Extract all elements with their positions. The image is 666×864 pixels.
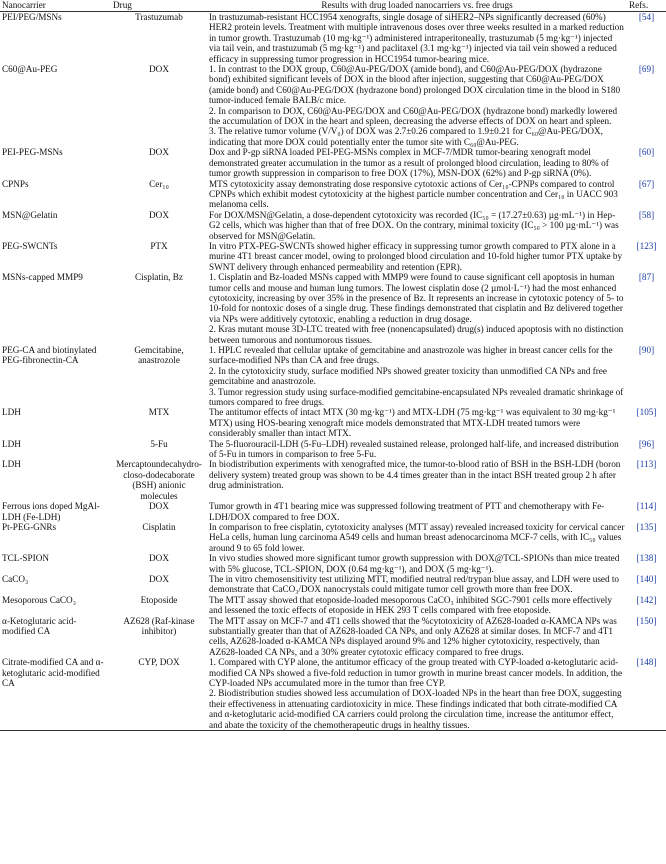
results-cell <box>207 407 627 438</box>
table-row <box>0 407 666 438</box>
header-results <box>207 0 627 12</box>
result-paragraph: 3. The relative tumor volume (V/V₀) of DOX was 2.7±0.26 compared to 1.9±0.21 for C₆₀@Au-PEG/DOX, indicating that more DOX could potentially enter the tumor site with C₆₀@Au-PEG. <box>209 126 603 147</box>
results-cell <box>207 64 627 147</box>
drug-cell: DOX <box>149 147 169 158</box>
nanocarrier-cell: PEG-CA and biotinylated PEG-fibronectin-CA <box>2 345 97 366</box>
result-paragraph: Tumor growth in 4T1 bearing mice was suppressed following treatment of PTT and chemotherapy with Fe-LDH/DOX compared to free DOX. <box>209 501 605 522</box>
drug-cell: DOX <box>149 501 169 512</box>
nanocarrier-cell: LDH <box>2 459 21 470</box>
table-row <box>0 147 666 178</box>
table-row <box>0 501 666 522</box>
nanocarrier-cell: PEG-SWCNTs <box>2 240 58 251</box>
results-cell <box>207 439 627 460</box>
drug-cell: Etoposide <box>140 594 178 605</box>
results-cell <box>207 616 627 658</box>
result-paragraph: 2. Biodistribution studies showed less accumulation of DOX-loaded NPs in the heart than free DOX, suggesting their effectiveness in attenuating cardiotoxicity in mice. These findings indicated that both citrate-modified CA and α-ketoglutaric acid-modified CA carriers could prolong the circulation time, increase the antitumor effect, and abate the toxicity of the chemotherapeutic drugs in healthy tissues. <box>209 688 622 730</box>
nanocarrier-cell: MSN@Gelatin <box>2 209 58 220</box>
results-cell <box>207 241 627 272</box>
table-row <box>0 616 666 658</box>
table-row <box>0 64 666 147</box>
drug-cell: DOX <box>149 553 169 564</box>
drug-cell: 5-Fu <box>150 438 168 449</box>
result-paragraph: In vivo studies showed more significant tumor growth suppression with DOX@TCL-SPIONs than mice treated with 5% glucose, TCL-SPION, DOX (0.64 mg·kg⁻¹), and DOX (5 mg·kg⁻¹). <box>209 553 620 574</box>
header-refs: Refs. <box>629 0 649 10</box>
results-cell <box>207 574 627 595</box>
nanocarrier-cell: Ferrous ions doped MgAl-LDH (Fe-LDH) <box>2 501 100 522</box>
reference-link[interactable]: [67] <box>638 178 655 189</box>
reference-link[interactable]: [54] <box>638 12 655 22</box>
reference-link[interactable]: [148] <box>636 657 657 668</box>
nanocarrier-cell: α-Ketoglutaric acid-modified CA <box>2 615 77 636</box>
nanocarrier-cell: PEI/PEG/MSNs <box>2 12 62 22</box>
nanocarrier-cell: PEI-PEG-MSNs <box>2 147 63 158</box>
reference-link[interactable]: [135] <box>636 521 657 532</box>
reference-link[interactable]: [58] <box>638 209 655 220</box>
nanocarrier-cell: LDH <box>2 407 21 418</box>
nanocarrier-cell: TCL-SPION <box>2 553 49 564</box>
reference-link[interactable]: [60] <box>638 147 655 158</box>
table-row <box>0 210 666 241</box>
results-cell <box>207 210 627 241</box>
nanocarrier-cell: C60@Au-PEG <box>2 64 58 75</box>
drug-cell: DOX <box>149 573 169 584</box>
reference-link[interactable]: [69] <box>638 64 655 75</box>
results-cell <box>207 12 627 65</box>
results-cell <box>207 595 627 616</box>
nanocarrier-cell: LDH <box>2 438 21 449</box>
result-paragraph: 2. In comparison to DOX, C60@Au-PEG/DOX and C60@Au-PEG/DOX (hydrazone bond) markedly lowered the accumulation of DOX in the heart and spleen, decreasing the adverse effects of DOX on heart and spleen. <box>209 105 618 127</box>
reference-link[interactable]: [142] <box>636 594 657 605</box>
drug-cell: PTX <box>150 240 168 251</box>
result-paragraph: In trastuzumab-resistant HCC1954 xenografts, single dosage of siHER2–NPs significantly decreased (60%) HER2 protein levels. Treatment with multiple intravenous doses over three weeks resulted in a marked reduction in tumor growth. Trastuzumab (10 mg·kg⁻¹) administered intraperitoneally, trastuzumab (5 mg·kg⁻¹) injected via tail vein, and trastuzumab (5 mg·kg⁻¹) and paclitaxel (3.1 mg·kg⁻¹) injected via tail vein showed a reduced efficacy in suppressing tumor progression in HCC1954 tumor-bearing mice. <box>209 12 624 64</box>
result-paragraph: 1. Cisplatin and Bz-loaded MSNs capped with MMP9 were found to cause significant cell apoptosis in human tumor cells and mouse and human lung tumors. The lowest cisplatin dose (2 µmol·L⁻¹) had the most enhanced cytotoxicity, increasing by over 35% in the presence of Bz. It represents an increase in cytotoxic potency of 5- to 10-fold for nontoxic doses of a single drug. These findings demonstrated that cisplatin and Bz delivered together via NPs were additively cytotoxic, enabling a reduction in drug dosage. <box>209 272 624 324</box>
reference-link[interactable]: [114] <box>636 501 657 512</box>
results-cell <box>207 147 627 178</box>
reference-link[interactable]: [113] <box>636 459 657 470</box>
header-row <box>0 0 666 12</box>
results-cell <box>207 179 627 210</box>
table-row <box>0 345 666 407</box>
results-cell <box>207 345 627 407</box>
result-paragraph: In comparison to free cisplatin, cytotoxicity analyses (MTT assay) revealed increased toxicity for cervical cancer HeLa cells, human lung carcinoma A549 cells and human breast adenocarcinoma MCF-7 cells, with IC₅₀ values around 9 to 65 fold lower. <box>209 521 625 553</box>
result-paragraph: The MTT assay showed that etoposide-loaded mesoporous CaCO₃ inhibited SGC-7901 cells more effectively and lessened the toxic effects of etoposide in HEK 293 T cells compared with free etoposide. <box>209 594 612 616</box>
drug-cell: CYP, DOX <box>138 657 180 668</box>
reference-link[interactable]: [123] <box>636 240 657 251</box>
table-row <box>0 179 666 210</box>
reference-link[interactable]: [87] <box>638 272 655 283</box>
result-paragraph: Dox and P-gp siRNA loaded PEI-PEG-MSNs complex in MCF-7/MDR tumor-bearing xenograft model demonstrated greater accumulation in the tumor as a result of prolonged blood circulation, leading to 80% of tumor growth suppression in comparison to free DOX (17%), MSN-DOX (62%) and P-gp siRNA (0%). <box>209 147 609 179</box>
nanocarrier-cell: Pt-PEG-GNRs <box>2 521 57 532</box>
result-paragraph: 2. Kras mutant mouse 3D-LTC treated with free (nonencapsulated) drug(s) induced apoptosis with no distinction between tumorous and nontumorous tissues. <box>209 324 624 345</box>
results-cell <box>207 657 627 730</box>
header-nanocarrier: Nanocarrier <box>2 0 46 10</box>
results-cell <box>207 272 627 345</box>
result-paragraph: For DOX/MSN@Gelatin, a dose-dependent cytotoxicity was recorded (IC₅₀ = (17.27±0.63) µg·mL⁻¹) in Hep-G2 cells, which was higher than that of free DOX. On the contrary, minimal toxicity (IC₅₀ > 100 µg·mL⁻¹) was observed for MSN@Gelatin. <box>209 209 619 241</box>
result-paragraph: In biodistribution experiments with xenografted mice, the tumor-to-blood ratio of BSH in the BSH-LDH (boron delivery system) treated group was shown to be 4.4 times greater than in the intact BSH treated group 2 h after drug administration. <box>209 459 621 491</box>
result-paragraph: The MTT assay on MCF-7 and 4T1 cells showed that the %cytotoxicity of AZ628-loaded α-KAMCA NPs was substantially greater than that of AZ628-loaded CA NPs, and only AZ628 at similar doses. In MCF-7 and 4T1 cells, AZ628-loaded α-KAMCA NPs displayed around 9% and 12% higher cytotoxicity, respectively, than AZ628-loaded CA NPs, and a 30% greater cytotoxic efficacy compared to free drugs. <box>209 615 617 657</box>
drug-cell: Trastuzumab <box>135 12 183 22</box>
result-paragraph: 2. In the cytotoxicity study, surface modified NPs showed greater toxicity than unmodified CA NPs and free gemcitabine and anastrozole. <box>209 365 607 387</box>
drug-cell: Mercaptoundecahydro-closo-dodecaborate (BSH) anionic molecules <box>116 459 202 501</box>
reference-link[interactable]: [138] <box>636 553 657 564</box>
results-cell <box>207 501 627 522</box>
reference-link[interactable]: [150] <box>636 615 657 626</box>
table-row <box>0 553 666 574</box>
nanocarrier-cell: MSNs-capped MMP9 <box>2 272 83 283</box>
drug-cell: AZ628 (Raf-kinase inhibitor) <box>123 615 195 636</box>
result-paragraph: In vitro PTX-PEG-SWCNTs showed higher efficacy in suppressing tumor growth compared to PTX alone in a murine 4T1 breast cancer model, owing to prolonged blood circulation and 10-fold higher tumor PTX uptake by SWNT delivery through enhanced permeability and retention (EPR). <box>209 240 623 272</box>
result-paragraph: 1. HPLC revealed that cellular uptake of gemcitabine and anastrozole was higher in breast cancer cells for the surface-modified NPs than CA and free drugs. <box>209 345 613 366</box>
result-paragraph: The in vitro chemosensitivity test utilizing MTT, modified neutral red/trypan blue assay, and LDH were used to demonstrate that CaCO₃/DOX nanocrystals could mitigate tumor cell growth more than free DOX. <box>209 573 620 595</box>
result-paragraph: The antitumor effects of intact MTX (30 mg·kg⁻¹) and MTX-LDH (75 mg·kg⁻¹ was equivalent to 30 mg·kg⁻¹ MTX) using HOS-bearing xenograft mice models demonstrated that MTX-LDH treated tumors were considerably smaller than intact MTX. <box>209 407 616 439</box>
drug-cell: Cer₁₀ <box>149 178 169 189</box>
header-results-text: Results with drug loaded nanocarriers vs. free drugs <box>321 0 513 10</box>
table-row <box>0 459 666 501</box>
reference-link[interactable]: [105] <box>636 407 657 418</box>
table-header <box>0 0 666 12</box>
nanocarrier-cell: Citrate-modified CA and α-ketoglutaric acid-modified CA <box>2 657 104 688</box>
nanocarrier-cell: Mesoporous CaCO₃ <box>2 594 76 605</box>
results-cell <box>207 553 627 574</box>
drug-cell: DOX <box>149 64 169 75</box>
reference-link[interactable]: [140] <box>636 573 657 584</box>
result-paragraph: The 5-fluorouracil-LDH (5-Fu–LDH) revealed sustained release, prolonged half-life, and increased distribution of 5-Fu in tumors in comparison to free 5-Fu. <box>209 438 619 460</box>
results-cell <box>207 522 627 553</box>
reference-link[interactable]: [90] <box>638 345 655 355</box>
table-row <box>0 241 666 272</box>
result-paragraph: 1. Compared with CYP alone, the antitumor efficacy of the group treated with CYP-loaded α-ketoglutaric acid-modified CA NPs showed a five-fold reduction in tumor growth in murine breast cancer models. In addition, the CYP-loaded NPs accumulated more in the tumor than free CYP. <box>209 657 623 688</box>
table-body <box>0 12 666 731</box>
nanocarrier-cell: CPNPs <box>2 178 29 189</box>
drug-cell: DOX <box>149 209 169 220</box>
table-row <box>0 595 666 616</box>
result-paragraph: MTS cytotoxicity assay demonstrating dose responsive cytotoxic actions of Cer₁₀-CPNPs compared to control CPNPs which exhibit modest cytotoxicity at the highest particle number concentration and Cer₁₀ in UACC 903 melanoma cells. <box>209 178 618 210</box>
table-row <box>0 574 666 595</box>
reference-link[interactable]: [96] <box>638 438 655 449</box>
drug-cell: Cisplatin <box>142 521 176 532</box>
drug-cell: MTX <box>148 407 170 418</box>
drug-cell: Gemcitabine, anastrozole <box>134 345 184 366</box>
result-paragraph: 1. In contrast to the DOX group, C60@Au-PEG/DOX (amide bond), and C60@Au-PEG/DOX (hydrazone bond) exhibited significant levels of DOX in the blood after injection, suggesting that C60@Au-PEG/DOX (amide bond) and C60@Au-PEG/DOX (hydrazone bond) prolonged DOX circulation time in the blood in S180 tumor-induced female BALB/c mice. <box>209 64 621 106</box>
table-row <box>0 439 666 460</box>
drug-cell: Cisplatin, Bz <box>135 272 183 283</box>
table-row <box>0 657 666 730</box>
table-row <box>0 12 666 65</box>
nanocarrier-cell: CaCO₃ <box>2 573 29 584</box>
header-drug: Drug <box>113 0 132 10</box>
table-row <box>0 522 666 553</box>
table-row <box>0 272 666 345</box>
result-paragraph: 3. Tumor regression study using surface-modified gemcitabine-encapsulated NPs revealed dramatic shrinkage of tumors compared to free drugs. <box>209 386 624 408</box>
results-cell <box>207 459 627 501</box>
